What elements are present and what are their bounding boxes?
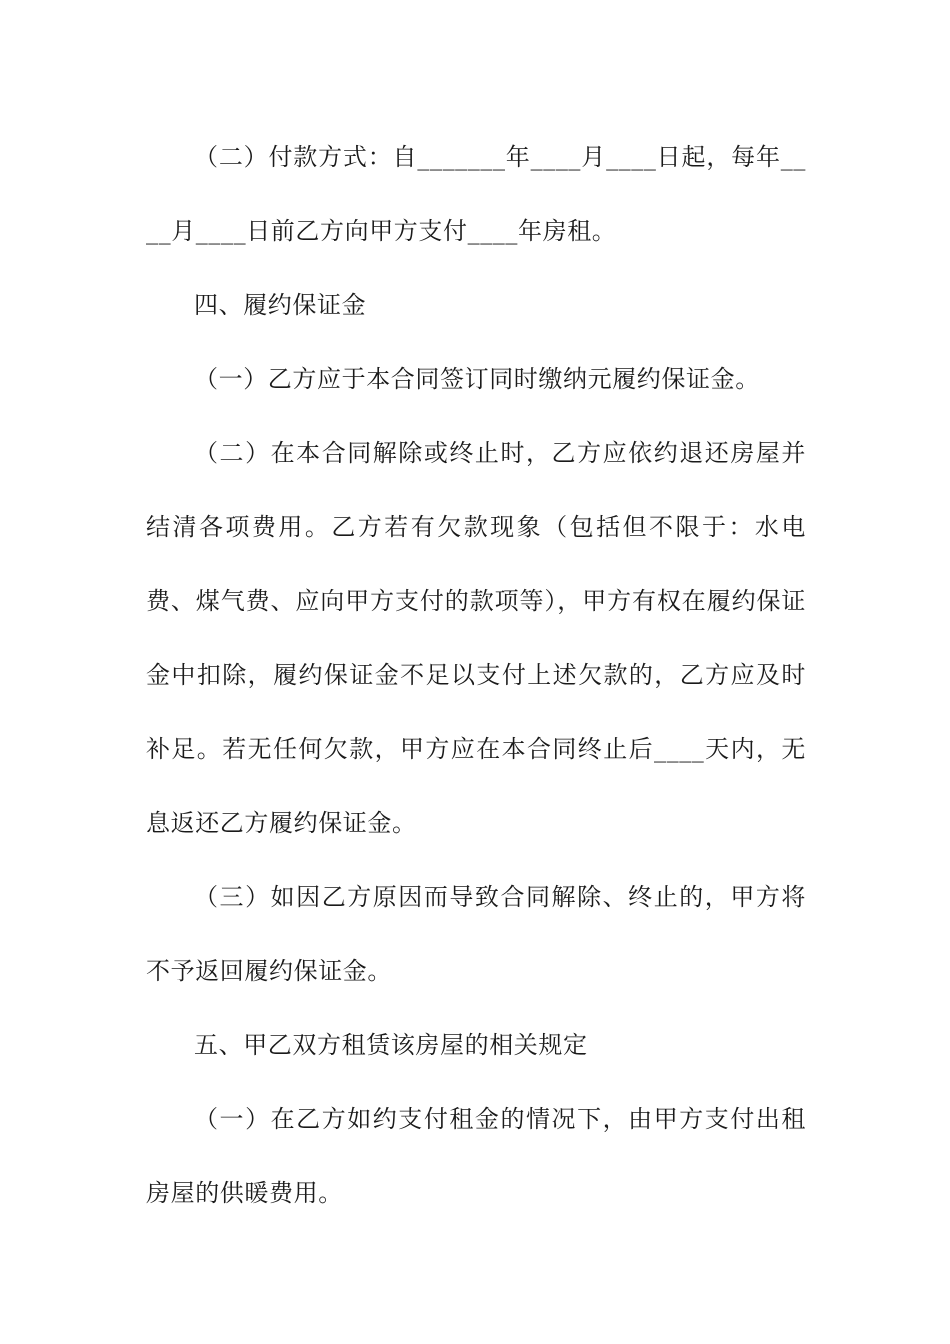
- section-heading-deposit: 四、履约保证金: [194, 291, 367, 319]
- section-heading-rules: 五、甲乙双方租赁该房屋的相关规定: [194, 1031, 588, 1059]
- deposit-clause-3: （三）如因乙方原因而导致合同解除、终止的，甲方将不予返回履约保证金。: [146, 883, 806, 985]
- payment-method-paragraph: （二）付款方式：自_______年____月____日起，每年____月____日前乙方向甲方支付____年房租。: [146, 143, 806, 245]
- deposit-clause-1: （一）乙方应于本合同签订同时缴纳元履约保证金。: [194, 365, 760, 393]
- deposit-clause-2: （二）在本合同解除或终止时，乙方应依约退还房屋并结清各项费用。乙方若有欠款现象（包括但不限于：水电费、煤气费、应向甲方支付的款项等），甲方有权在履约保证金中扣除，履约保证金不足以支付上述欠款的，乙方应及时补足。若无任何欠款，甲方应在本合同终止后____天内，无息返还乙方履约保证金。: [146, 439, 806, 837]
- rules-clause-1: （一）在乙方如约支付租金的情况下，由甲方支付出租房屋的供暖费用。: [146, 1105, 806, 1207]
- document-body: [146, 120, 806, 1230]
